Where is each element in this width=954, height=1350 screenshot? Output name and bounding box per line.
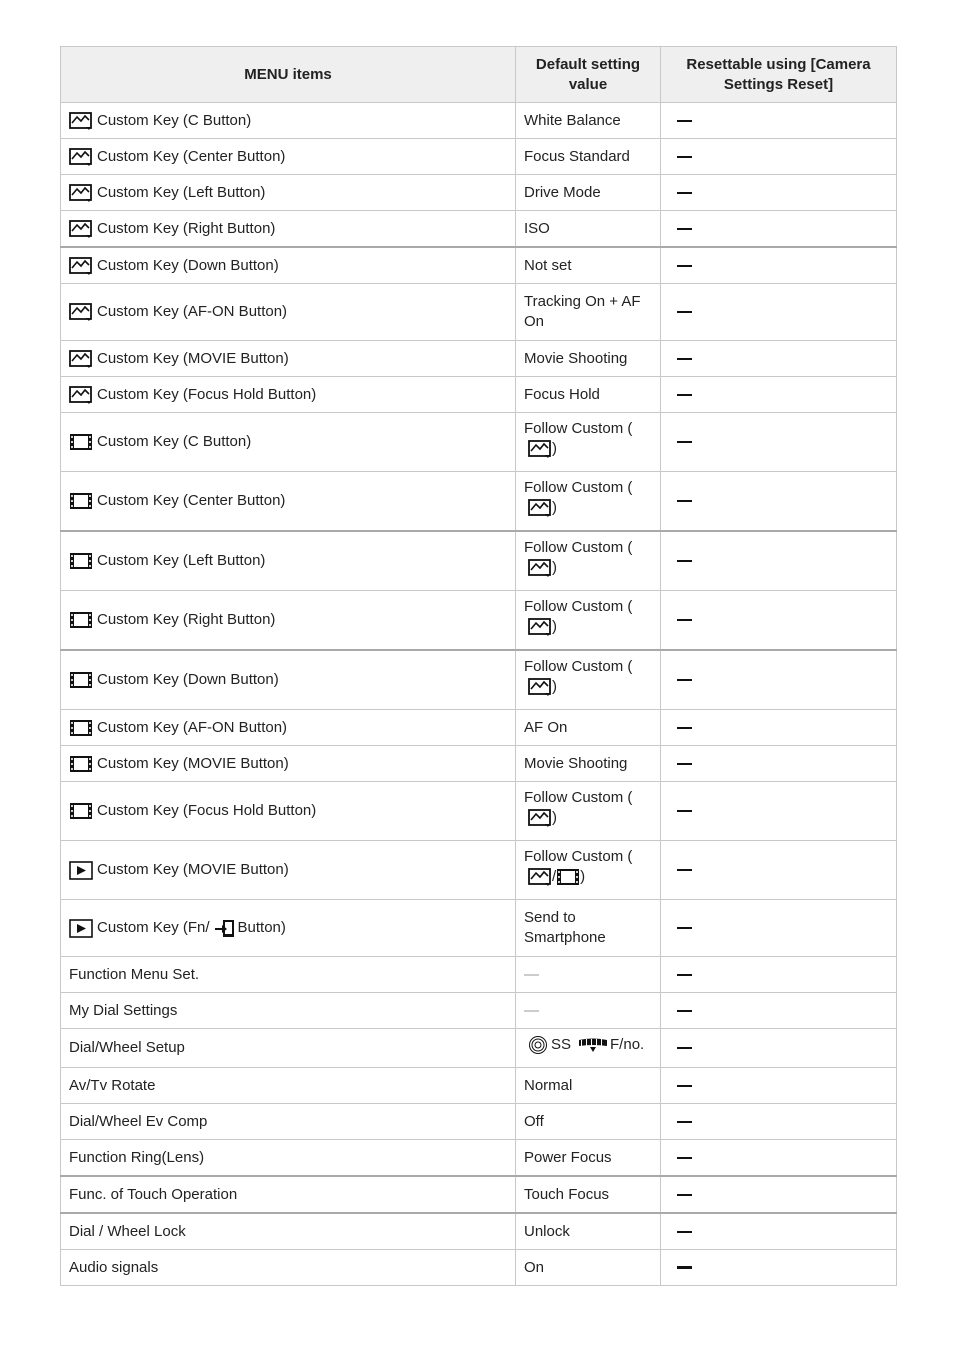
menu-item-label: Custom Key (Focus Hold Button) — [97, 385, 317, 403]
resettable-cell — [661, 284, 897, 341]
menu-item-label: Custom Key (MOVIE Button) — [97, 861, 289, 878]
default-value-end: ) — [552, 499, 557, 516]
still-image-icon — [528, 558, 552, 578]
default-value-end: ) — [552, 559, 557, 576]
still-image-icon — [528, 677, 552, 697]
default-value: Normal — [524, 1076, 573, 1094]
default-value-separator: / — [552, 868, 557, 885]
menu-item-cell — [61, 175, 516, 211]
default-value-cell — [516, 957, 661, 993]
default-value-cell — [516, 377, 661, 413]
menu-item-cell — [61, 341, 516, 377]
default-value-end: ) — [552, 809, 557, 826]
default-value: Power Focus — [524, 1148, 612, 1166]
menu-item-cell — [61, 1068, 516, 1104]
menu-item-label: Function Menu Set. — [69, 965, 200, 983]
dash-mark — [677, 1121, 692, 1123]
default-value-cell — [516, 1068, 661, 1104]
menu-item-cell — [61, 1140, 516, 1177]
default-value-cell — [516, 1140, 661, 1177]
menu-item-cell — [61, 1104, 516, 1140]
table-row — [61, 710, 897, 746]
resettable-cell — [661, 472, 897, 532]
movie-icon — [69, 491, 93, 511]
still-image-icon — [528, 617, 552, 637]
table-row — [61, 413, 897, 472]
still-image-icon — [69, 147, 93, 167]
default-value-end: ) — [580, 868, 586, 885]
resettable-cell — [661, 591, 897, 651]
menu-item-label: Custom Key (Down Button) — [97, 671, 279, 688]
default-value-cell — [516, 900, 661, 957]
menu-item-cell — [61, 413, 516, 472]
still-image-icon — [69, 219, 93, 239]
default-value-cell — [516, 650, 661, 710]
default-value: SS — [551, 1036, 572, 1053]
default-value-cell — [516, 841, 661, 900]
menu-item-cell — [61, 841, 516, 900]
dash-mark — [677, 156, 692, 158]
table-row — [61, 341, 897, 377]
default-value: ISO — [524, 219, 550, 237]
menu-item-label: Func. of Touch Operation — [69, 1185, 238, 1203]
menu-item-cell — [61, 1213, 516, 1250]
menu-item-label: Custom Key (AF-ON Button) — [97, 303, 288, 320]
playback-icon — [69, 860, 93, 880]
resettable-cell — [661, 1068, 897, 1104]
dash-mark — [677, 394, 692, 396]
still-image-icon — [69, 349, 93, 369]
menu-item-label: Custom Key (Right Button) — [97, 611, 276, 628]
resettable-cell — [661, 650, 897, 710]
default-value-cell — [516, 782, 661, 841]
menu-item-cell — [61, 710, 516, 746]
dash-mark — [677, 560, 692, 562]
control-wheel-icon — [577, 1036, 609, 1054]
menu-item-cell — [61, 1029, 516, 1068]
default-value: Follow Custom ( — [524, 420, 633, 437]
menu-item-cell — [61, 284, 516, 341]
default-value-cell — [516, 284, 661, 341]
still-image-icon — [528, 439, 552, 459]
still-image-icon — [69, 302, 93, 322]
default-value-cell — [516, 211, 661, 248]
menu-item-label: Custom Key (AF-ON Button) — [97, 718, 288, 736]
table-row — [61, 175, 897, 211]
menu-item-cell — [61, 139, 516, 175]
table-row — [61, 1250, 897, 1286]
table-row — [61, 841, 897, 900]
menu-item-cell — [61, 531, 516, 591]
table-row — [61, 650, 897, 710]
menu-item-label: Dial / Wheel Lock — [69, 1222, 186, 1240]
dash-mark — [677, 1194, 692, 1196]
menu-item-cell — [61, 957, 516, 993]
resettable-cell — [661, 413, 897, 472]
dash-mark — [677, 1231, 692, 1233]
movie-icon — [69, 801, 93, 821]
default-value: Follow Custom ( — [524, 479, 633, 496]
table-row — [61, 103, 897, 139]
menu-item-label: Custom Key (Focus Hold Button) — [97, 802, 317, 819]
dash-mark — [677, 1266, 692, 1269]
default-value: Tracking On + AF On — [524, 293, 641, 330]
still-image-icon — [528, 867, 552, 887]
default-value: Focus Hold — [524, 385, 600, 403]
table-row — [61, 900, 897, 957]
dash-mark — [677, 927, 692, 929]
dash-mark — [677, 974, 692, 976]
default-value-cell — [516, 710, 661, 746]
dash-mark — [677, 1085, 692, 1087]
menu-item-cell — [61, 782, 516, 841]
resettable-cell — [661, 211, 897, 248]
default-value: Touch Focus — [524, 1185, 610, 1203]
default-value: Send to Smartphone — [524, 909, 606, 946]
table-row — [61, 284, 897, 341]
movie-icon — [69, 551, 93, 571]
default-value-cell — [516, 103, 661, 139]
movie-icon — [69, 754, 93, 774]
default-value: Focus Standard — [524, 147, 630, 165]
still-image-icon — [69, 256, 93, 276]
resettable-cell — [661, 746, 897, 782]
table-row — [61, 211, 897, 248]
default-value: On — [524, 1258, 545, 1276]
dash-mark — [677, 679, 692, 681]
table-row — [61, 1213, 897, 1250]
resettable-cell — [661, 710, 897, 746]
menu-settings-table — [60, 46, 897, 1286]
default-value: Follow Custom ( — [524, 658, 633, 675]
dash-mark — [677, 1010, 692, 1012]
resettable-cell — [661, 993, 897, 1029]
resettable-cell — [661, 841, 897, 900]
table-row — [61, 957, 897, 993]
table-row — [61, 1029, 897, 1068]
dash-mark — [677, 441, 692, 443]
default-value-end: F/no. — [610, 1036, 645, 1053]
resettable-cell — [661, 782, 897, 841]
resettable-cell — [661, 900, 897, 957]
table-row — [61, 1176, 897, 1213]
front-dial-icon — [528, 1035, 548, 1055]
movie-icon — [69, 610, 93, 630]
dash-mark — [677, 727, 692, 729]
default-value: Unlock — [524, 1222, 570, 1240]
menu-item-cell — [61, 472, 516, 532]
default-value-cell — [516, 1213, 661, 1250]
resettable-cell — [661, 1140, 897, 1177]
resettable-cell — [661, 531, 897, 591]
default-value: White Balance — [524, 111, 621, 129]
default-value: AF On — [524, 718, 568, 736]
menu-item-label: Custom Key (Center Button) — [97, 147, 286, 165]
menu-item-label: Custom Key (Left Button) — [97, 552, 266, 569]
dash-mark — [677, 763, 692, 765]
menu-item-label: Custom Key (Fn/ — [97, 919, 210, 936]
table-header-row — [61, 47, 897, 103]
default-value: Movie Shooting — [524, 349, 628, 367]
default-value-end: ) — [552, 678, 557, 695]
still-image-icon — [69, 385, 93, 405]
resettable-cell — [661, 247, 897, 284]
menu-item-cell — [61, 1250, 516, 1286]
menu-item-label-end: Button) — [237, 919, 286, 936]
header-default-value: Default setting value — [516, 47, 661, 103]
movie-icon — [69, 670, 93, 690]
dash-mark — [677, 500, 692, 502]
resettable-cell — [661, 1250, 897, 1286]
menu-item-label: Custom Key (Down Button) — [97, 256, 279, 274]
default-value-cell — [516, 175, 661, 211]
table-row — [61, 377, 897, 413]
default-value-end: ) — [552, 618, 557, 635]
menu-item-label: Custom Key (Left Button) — [97, 183, 266, 201]
resettable-cell — [661, 1104, 897, 1140]
menu-item-cell — [61, 900, 516, 957]
table-row — [61, 472, 897, 532]
default-value-cell — [516, 531, 661, 591]
movie-icon — [556, 867, 580, 887]
menu-item-label: Custom Key (MOVIE Button) — [97, 754, 289, 772]
header-resettable: Resettable using [Camera Settings Reset] — [661, 47, 897, 103]
default-value: Follow Custom ( — [524, 848, 633, 865]
default-value: Follow Custom ( — [524, 598, 633, 615]
menu-item-label: Dial/Wheel Ev Comp — [69, 1112, 208, 1130]
dash-mark — [677, 810, 692, 812]
table-row — [61, 1068, 897, 1104]
default-value-cell — [516, 993, 661, 1029]
dash-mark — [677, 358, 692, 360]
still-image-icon — [528, 498, 552, 518]
table-row — [61, 1104, 897, 1140]
menu-item-cell — [61, 1176, 516, 1213]
movie-icon — [69, 718, 93, 738]
resettable-cell — [661, 139, 897, 175]
resettable-cell — [661, 175, 897, 211]
dash-mark — [677, 1157, 692, 1159]
resettable-cell — [661, 1213, 897, 1250]
resettable-cell — [661, 103, 897, 139]
menu-item-label: Custom Key (Right Button) — [97, 219, 276, 237]
menu-item-label: Function Ring(Lens) — [69, 1148, 205, 1166]
menu-item-cell — [61, 377, 516, 413]
default-value-cell — [516, 746, 661, 782]
table-body — [61, 103, 897, 1286]
dash-mark — [677, 619, 692, 621]
playback-icon — [69, 918, 93, 938]
menu-item-label: Av/Tv Rotate — [69, 1076, 156, 1094]
table-row — [61, 139, 897, 175]
dash-mark — [677, 228, 692, 230]
menu-item-cell — [61, 993, 516, 1029]
resettable-cell — [661, 377, 897, 413]
default-value-cell — [516, 413, 661, 472]
default-value: Off — [524, 1112, 544, 1130]
default-value-cell — [516, 139, 661, 175]
dash-mark — [677, 1047, 692, 1049]
menu-item-cell — [61, 591, 516, 651]
menu-item-cell — [61, 650, 516, 710]
default-value: Follow Custom ( — [524, 789, 633, 806]
default-value-cell — [516, 591, 661, 651]
menu-item-label: My Dial Settings — [69, 1001, 178, 1019]
dash-mark — [677, 311, 692, 313]
table-row — [61, 782, 897, 841]
menu-item-cell — [61, 211, 516, 248]
menu-item-label: Dial/Wheel Setup — [69, 1039, 185, 1056]
still-image-icon — [69, 183, 93, 203]
menu-item-cell — [61, 103, 516, 139]
still-image-icon — [69, 111, 93, 131]
default-value-end: ) — [552, 440, 557, 457]
default-value-cell — [516, 341, 661, 377]
menu-item-label: Custom Key (Center Button) — [97, 492, 286, 509]
table-row — [61, 746, 897, 782]
default-value: Drive Mode — [524, 183, 601, 201]
menu-item-cell — [61, 746, 516, 782]
table-row — [61, 591, 897, 651]
table-row — [61, 1140, 897, 1177]
movie-icon — [69, 432, 93, 452]
menu-item-label: Custom Key (MOVIE Button) — [97, 349, 289, 367]
dash-mark — [677, 120, 692, 122]
menu-item-label: Custom Key (C Button) — [97, 433, 252, 450]
still-image-icon — [528, 808, 552, 828]
default-value-cell — [516, 1176, 661, 1213]
send-to-smartphone-icon — [214, 917, 236, 939]
dash-mark — [677, 869, 692, 871]
default-value: Follow Custom ( — [524, 539, 633, 556]
default-value-cell — [516, 472, 661, 532]
table-row — [61, 531, 897, 591]
menu-item-label: Custom Key (C Button) — [97, 111, 252, 129]
default-value: — — [524, 965, 539, 983]
table-row — [61, 247, 897, 284]
menu-item-cell — [61, 247, 516, 284]
default-value-cell — [516, 1104, 661, 1140]
header-menu-items: MENU items — [61, 47, 516, 103]
resettable-cell — [661, 1029, 897, 1068]
resettable-cell — [661, 1176, 897, 1213]
default-value-cell — [516, 247, 661, 284]
default-value-cell — [516, 1250, 661, 1286]
default-value: Movie Shooting — [524, 754, 628, 772]
default-value: Not set — [524, 256, 572, 274]
table-row — [61, 993, 897, 1029]
resettable-cell — [661, 341, 897, 377]
default-value: — — [524, 1001, 539, 1019]
dash-mark — [677, 192, 692, 194]
menu-item-label: Audio signals — [69, 1258, 159, 1276]
dash-mark — [677, 265, 692, 267]
default-value-cell — [516, 1029, 661, 1068]
resettable-cell — [661, 957, 897, 993]
